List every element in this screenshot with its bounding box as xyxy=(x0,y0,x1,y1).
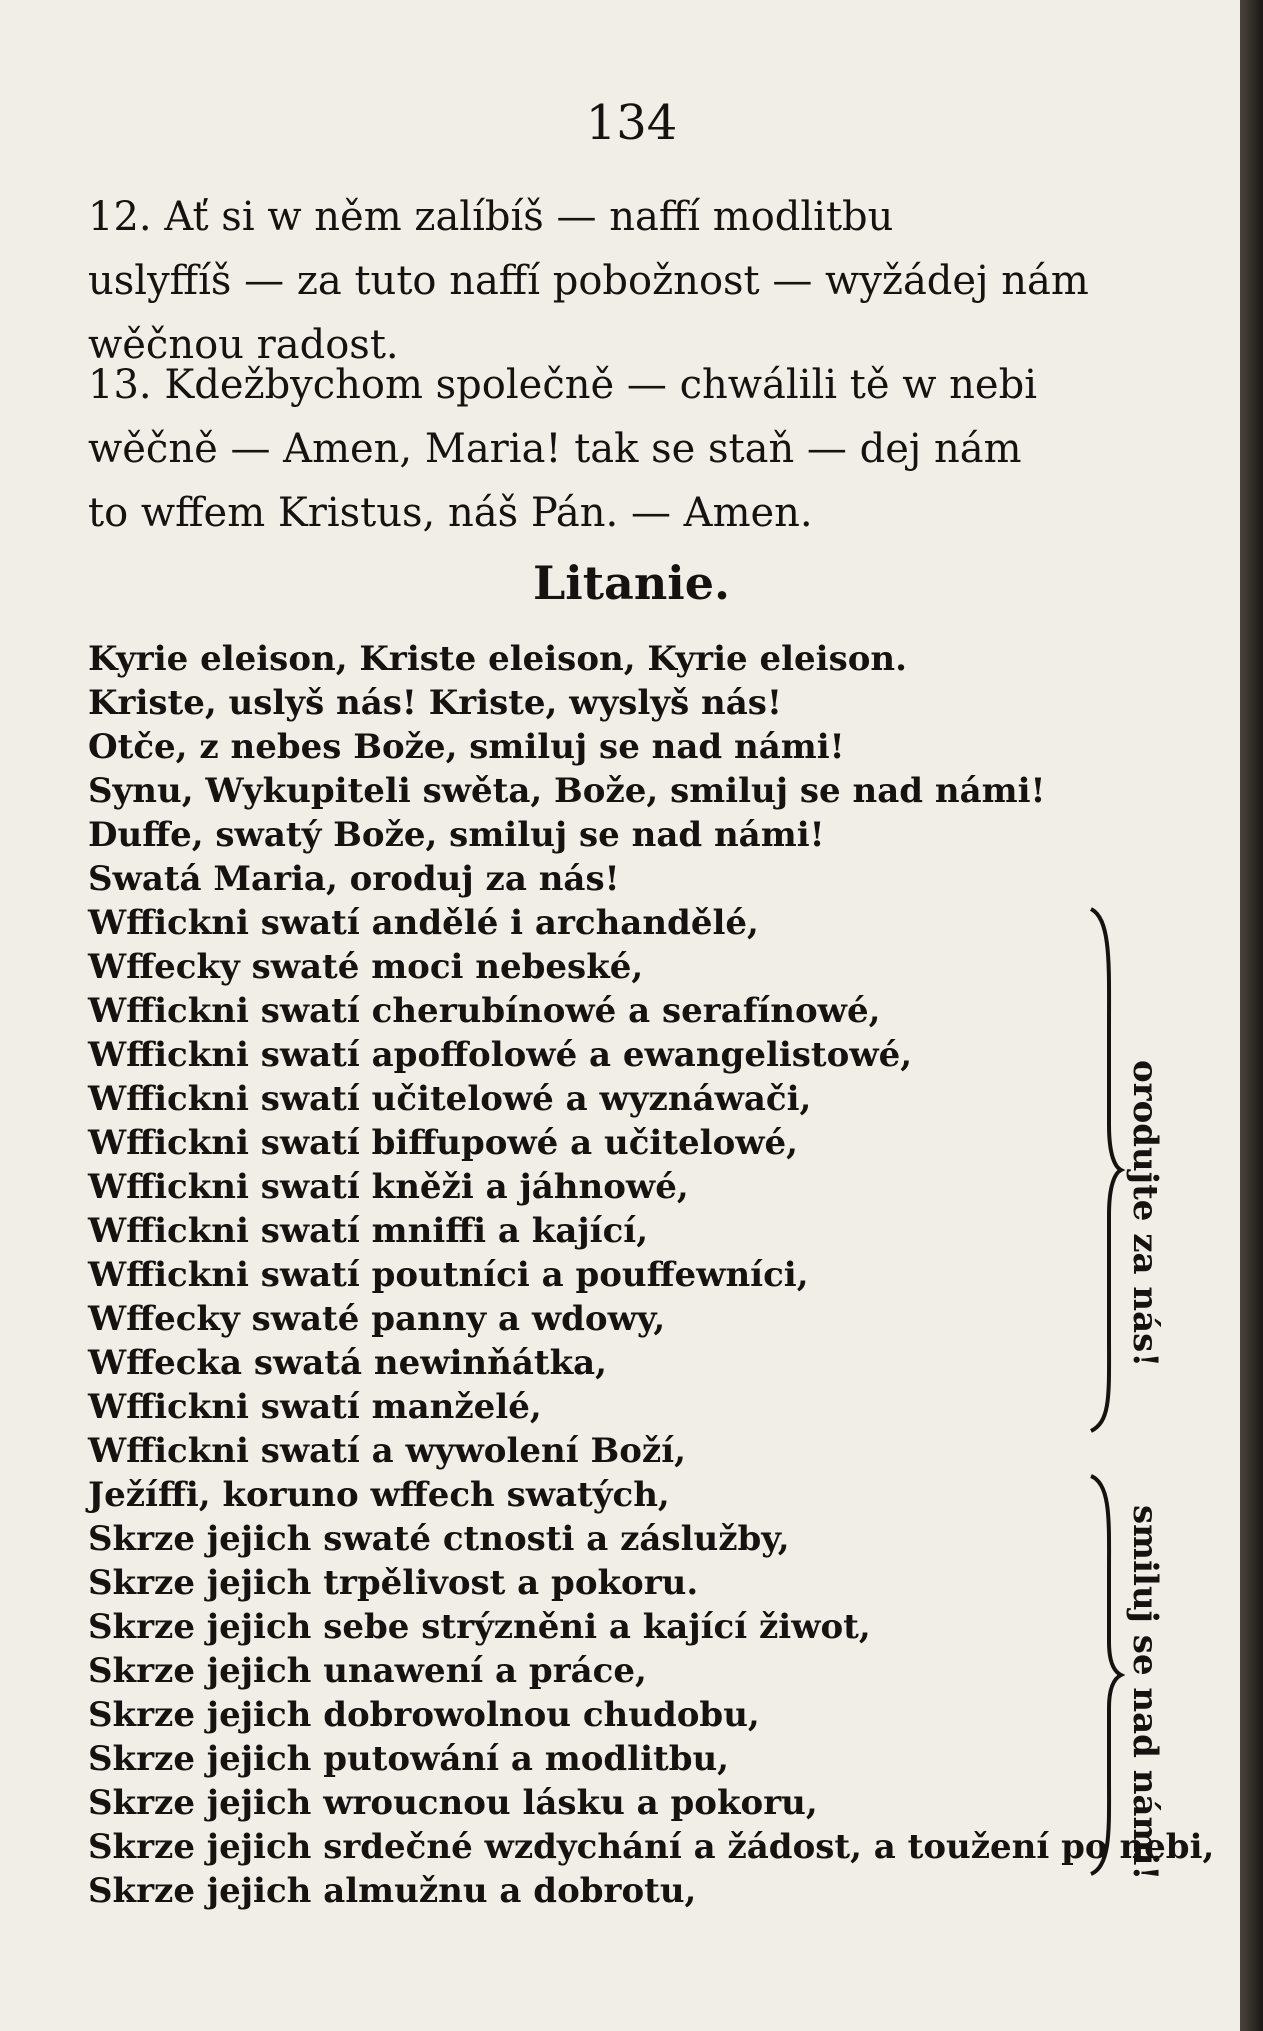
text-line: wěčnou radost. xyxy=(88,322,399,368)
litany-line: Skrze jejich unawení a práce, xyxy=(88,1651,647,1691)
litany-line: Otče, z nebes Bože, smiluj se nad námi! xyxy=(88,727,845,767)
litany-line: Wffickni swatí kněži a jáhnowé, xyxy=(88,1167,689,1207)
litany-line: Skrze jejich sebe strýzněni a kající žiwot, xyxy=(88,1607,871,1647)
litany-line: Skrze jejich putowání a modlitbu, xyxy=(88,1739,730,1779)
litany-line: Ježíffi, koruno wffech swatých, xyxy=(88,1475,670,1515)
litany-line: Wffickni swatí apoffolowé a ewangelistowé, xyxy=(88,1035,913,1075)
response-smiluj: smiluj se nad námi! xyxy=(1125,1505,1165,1881)
litany-line: Skrze jejich wroucnou lásku a pokoru, xyxy=(88,1783,818,1823)
litany-line: Wffickni swatí andělé i archandělé, xyxy=(88,903,759,943)
text-line: wěčně — Amen, Maria! tak se staň — dej nám xyxy=(88,426,1022,472)
book-edge xyxy=(1240,0,1263,2031)
litany-line: Synu, Wykupiteli swěta, Bože, smiluj se nad námi! xyxy=(88,771,1046,811)
litany-line: Wffickni swatí cherubínowé a serafínowé, xyxy=(88,991,881,1031)
litany-line: Wffickni swatí a wywolení Boží, xyxy=(88,1431,686,1471)
paragraph-13 xyxy=(88,353,1037,545)
right-brace-icon xyxy=(1085,905,1125,1435)
right-brace-icon xyxy=(1085,1472,1125,1878)
litany-line: Kriste, uslyš nás! Kriste, wyslyš nás! xyxy=(88,683,782,723)
litany-line: Wffecka swatá newinňátka, xyxy=(88,1343,607,1383)
litany-line: Duffe, swatý Bože, smiluj se nad námi! xyxy=(88,815,825,855)
section-title: Litanie. xyxy=(532,556,731,610)
litany-line: Wffickni swatí manželé, xyxy=(88,1387,542,1427)
litany-line: Wffickni swatí mniffi a kající, xyxy=(88,1211,649,1251)
text-line: 12. Ať si w něm zalíbíš — naffí modlitbu xyxy=(88,194,894,240)
response-oroduj: orodujte za nás! xyxy=(1125,1060,1165,1368)
litany-line: Skrze jejich swaté ctnosti a záslužby, xyxy=(88,1519,790,1559)
page-number: 134 xyxy=(585,95,678,151)
litany-line: Wffecky swaté moci nebeské, xyxy=(88,947,644,987)
litany-line: Skrze jejich dobrowolnou chudobu, xyxy=(88,1695,760,1735)
litany-line: Skrze jejich srdečné wzdychání a žádost, a toužení po nebi, xyxy=(88,1827,1215,1867)
text-line: uslyffíš — za tuto naffí pobožnost — wyžádej nám xyxy=(88,258,1089,304)
litany-line: Kyrie eleison, Kriste eleison, Kyrie eleison. xyxy=(88,639,907,679)
text-line: 13. Kdežbychom společně — chwálili tě w nebi xyxy=(88,362,1037,408)
litany-line: Wffickni swatí biffupowé a učitelowé, xyxy=(88,1123,799,1163)
litany-line: Skrze jejich almužnu a dobrotu, xyxy=(88,1871,697,1911)
litany-line: Swatá Maria, oroduj za nás! xyxy=(88,859,620,899)
litany-line: Wffickni swatí učitelowé a wyznáwači, xyxy=(88,1079,812,1119)
litany-line: Wffecky swaté panny a wdowy, xyxy=(88,1299,666,1339)
paragraph-12 xyxy=(88,185,1089,377)
text-line: to wffem Kristus, náš Pán. — Amen. xyxy=(88,490,813,536)
litany-line: Wffickni swatí poutníci a pouffewníci, xyxy=(88,1255,809,1295)
litany-line: Skrze jejich trpělivost a pokoru. xyxy=(88,1563,699,1603)
